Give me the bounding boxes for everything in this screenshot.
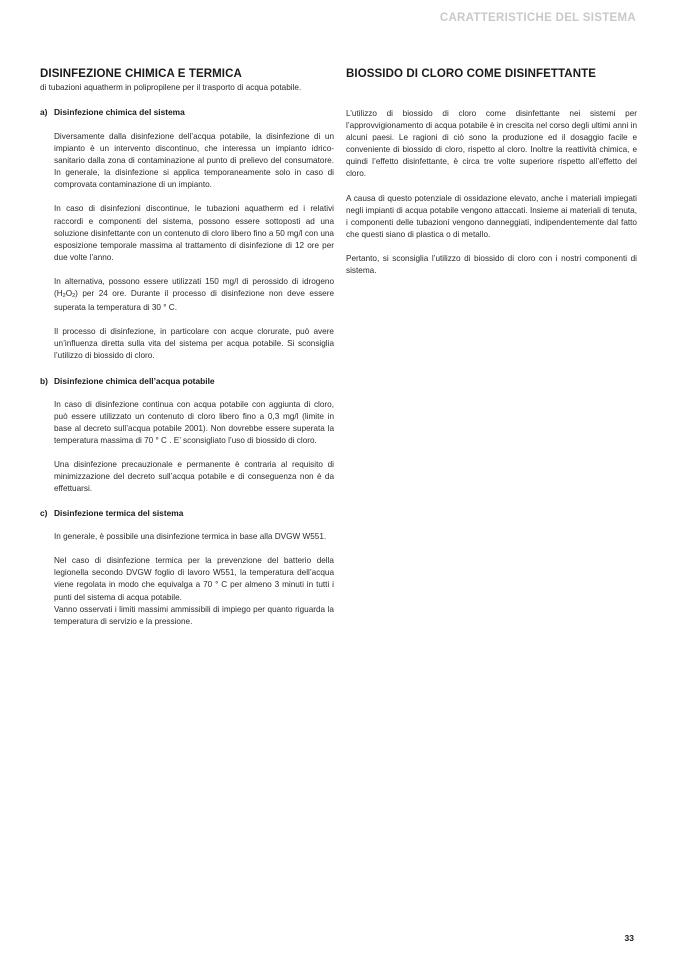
para-a2: In caso di disinfezioni discontinue, le tubazioni aquatherm ed i relativi raccordi e componenti del sistema, possono essere sottoposti ad una soluzione disinfettante con un contenuto di cloro libero fino a 50 mg/l con una esposizione temporale massima al trattamento di disinfezione di 12 ore per due volte l’anno. [54,204,334,262]
para-c2: Nel caso di disinfezione termica per la prevenzione del batterio della legionella secondo DVGW foglio di lavoro W551, la temperatura dell’acqua viene regolata in modo che equivalga a 70 ° C per almeno 3 minuti in tutti i punti del sistema di acqua potabile. [54,556,334,602]
running-header: CARATTERISTICHE DEL SISTEMA [439,12,636,24]
left-column [40,67,334,628]
heading-c [40,508,334,519]
para-a3 [54,276,334,314]
para-a1: Diversamente dalla disinfezione dell’acqua potabile, la disinfezione di un impianto è un intervento discontinuo, che interessa un impianto idrico-sanitario dalla zona di contaminazione al punto di prelievo del consumatore. In generale, la disinfezione si applica temporaneamente solo in caso di comprovata contaminazione di un impianto. [54,132,334,190]
heading-a [40,107,334,118]
para-a4: Il processo di disinfezione, in particolare con acque clorurate, può avere un’influenza diretta sulla vita del sistema per acqua potabile. Si sconsiglia l’utilizzo di biossido di cloro. [54,327,334,361]
left-section-title: DISINFEZIONE CHIMICA E TERMICA [40,68,242,80]
para-c1: In generale, è possibile una disinfezione termica in base alla DVGW W551. [54,532,327,542]
para-r3: Pertanto, si sconsiglia l’utilizzo di biossido di cloro con i nostri componenti di sistema. [346,253,637,276]
heading-b-text: Disinfezione chimica dell’acqua potabile [54,375,215,386]
page-number: 33 [624,933,634,943]
heading-a-letter: a) [40,107,48,117]
right-column [346,67,637,277]
heading-b-letter: b) [40,375,48,386]
para-b1: In caso di disinfezione continua con acqua potabile con aggiunta di cloro, può essere utilizzato un contenuto di cloro libero fino a 0,3 mg/l (limite in base al decreto sull’acqua potabile 2001). Non dovrebbe essere superata la temperatura massima di 70 ° C . E’ sconsigliato l’uso di biossido di cloro. [54,399,334,445]
para-r2: A causa di questo potenziale di ossidazione elevato, anche i materiali impiegati negli impianti di acqua potabile vengono attaccati. Insieme ai materiali di tenuta, i componenti delle tubazioni vengono danneggiati, indipendentemente dal fatto che questi siano di plastica o di metallo. [346,193,637,239]
left-section-subtitle: di tubazioni aquatherm in polipropilene per il trasporto di acqua potabile. [40,83,302,92]
para-a3-part1: In alternativa, possono essere utilizzati 150 mg/l di perossido di idrogeno (H [54,276,334,299]
heading-b [40,376,334,387]
para-r1: L’utilizzo di biossido di cloro come disinfettante nei sistemi per l’approvvigionamento di acqua potabile è in crescita nel corso degli ultimi anni in alcuni paesi. Le ragioni di ciò sono la produzione ed il dosaggio facile e conveniente di biossido di cloro, rispetto al cloro. Inoltre la reattività chimica, e quindi l’effetto disinfettante, è circa tre volte superiore rispetto all’effetto del cloro. [346,109,637,179]
para-b2: Una disinfezione precauzionale e permanente è contraria al requisito di minimizzazione del decreto sull’acqua potabile e di conseguenza non è da effettuarsi. [54,459,334,494]
heading-c-letter: c) [40,508,48,519]
right-section-title: BIOSSIDO DI CLORO COME DISINFETTANTE [346,68,597,80]
para-a3-sub1: 2 [62,293,66,300]
para-a3-part3: ) per 24 ore. Durante il processo di disinfezione non deve essere superata la temperatura di 30 ° C. [54,289,334,313]
para-a3-part2: O [65,289,73,299]
para-a3-sub2: 2 [72,293,76,300]
para-c3: Vanno osservati i limiti massimi ammissibili di impiego per quanto riguarda la temperatura di servizio e la pressione. [54,604,334,626]
heading-c-text: Disinfezione termica del sistema [54,508,184,519]
heading-a-text: Disinfezione chimica del sistema [54,107,185,117]
